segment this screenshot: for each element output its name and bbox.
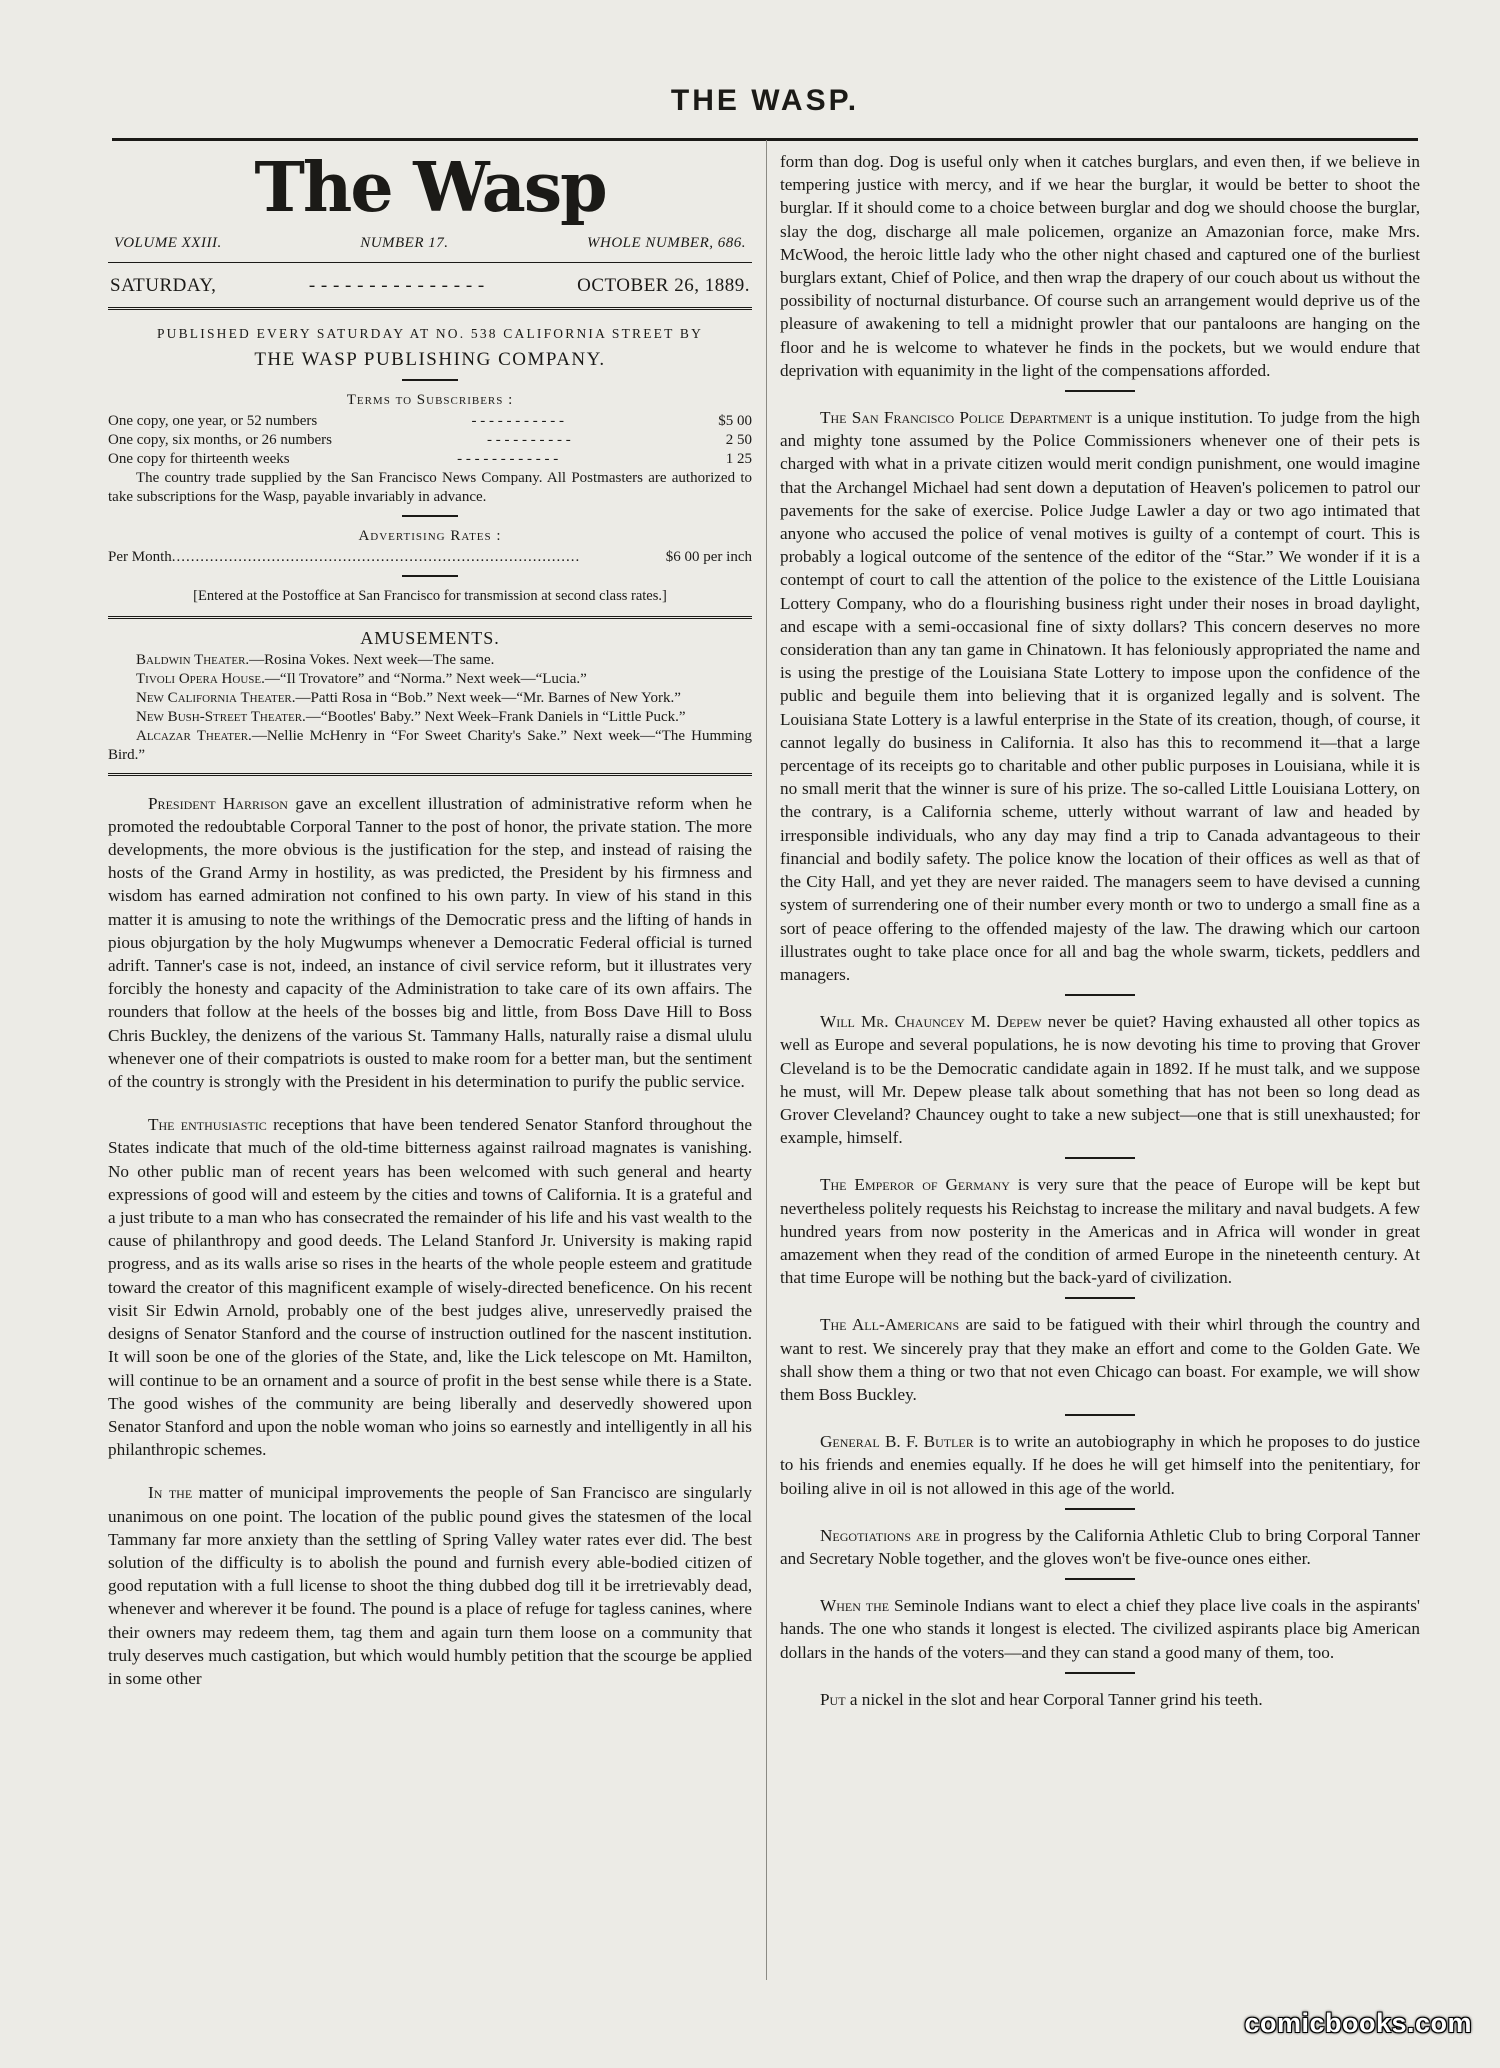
publication-line: PUBLISHED EVERY SATURDAY AT NO. 538 CALIFORNIA STREET BY (156, 326, 704, 342)
amusement-item (108, 651, 752, 670)
paragraph-lead: The Emperor of Germany (820, 1175, 1010, 1195)
section-rule (1065, 1578, 1135, 1580)
terms-row (108, 412, 752, 431)
amusement-item (108, 708, 752, 727)
date-row (108, 270, 752, 299)
rule (108, 616, 752, 619)
short-rule (402, 515, 458, 517)
section-rule (1065, 1157, 1135, 1159)
publisher-name: THE WASP PUBLISHING COMPANY. (254, 348, 606, 370)
date-dashes: - - - - - - - - - - - - - - - (308, 275, 485, 297)
paragraph-text: never be quiet? Having exhausted all other topics as well as Europe and several populations, he is now devoting his time to proving that Grover Cleveland is to be the Democratic candidate again in 1892. If he must talk, and we suppose he must, will Mr. Depew please talk about something that has not been so long dead as Grover Cleveland? Chauncey ought to take a new subject—one that is still unexhausted; for example, himself. (780, 1012, 1420, 1148)
advertising-heading: Advertising Rates : (358, 528, 502, 545)
paragraph-text: form than dog. Dog is useful only when it catches burglars, and even then, if we believe in tempering justice with mercy, and if we hear the burglar, it would be better to shoot the burglar. If it should come to a choice between burglar and dog we should choose the burglar, slay the dog, discharge all male policemen, organize an Amazonian force, make Mrs. McWood, the heroic little lady who the other night chased and captured one of the burliest burglars extant, Chief of Police, and then wrap the drapery of our couch about us without the possibility of nocturnal disturbance. Of course such an arrangement would deprive us of the pleasure of awakening to tell a midnight prowler that our pantaloons are hanging on the floor and he is welcome to whatever he finds in the pockets, but we would endure that deprivation with equanimity in the light of the compensations afforded. (780, 152, 1420, 380)
editorial-paragraph (780, 1173, 1420, 1289)
editorial-paragraph (780, 1524, 1420, 1570)
editorial-paragraph (108, 1113, 752, 1461)
page-header: THE WASP. (670, 84, 860, 117)
amusement-text: —Patti Rosa in “Bob.” Next week—“Mr. Barnes of New York.” (295, 689, 681, 706)
amusement-text: —“Il Trovatore” and “Norma.” Next week—“Lucia.” (264, 670, 587, 687)
section-rule (1065, 390, 1135, 392)
paragraph-text: are said to be fatigued with their whirl through the country and want to rest. We sincerely pray that they make an effort and come to the Golden Gate. We shall show them a thing or two that not even Chicago can boast. For example, we will show them Boss Buckley. (780, 1315, 1420, 1404)
theater-name: Alcazar Theater. (136, 727, 252, 744)
paragraph-text: is to write an autobiography in which he proposes to do justice to his friends and enemies equally. If he does he will get himself into the penitentiary, for boiling alive in oil is not allowed in this age of the world. (780, 1432, 1420, 1498)
right-column (780, 150, 1420, 1711)
amusements-title: AMUSEMENTS. (360, 628, 500, 649)
header-rule (112, 138, 1418, 141)
advertising-row (108, 548, 752, 567)
rule (108, 773, 752, 776)
section-rule (1065, 1414, 1135, 1416)
rule (108, 307, 752, 310)
editorial-paragraph (108, 792, 752, 1094)
editorial-paragraph (780, 1688, 1420, 1711)
advertising-label: Per Month (108, 549, 172, 566)
day: SATURDAY, (110, 275, 217, 297)
editorial-paragraph (780, 1594, 1420, 1664)
amusement-item (108, 670, 752, 689)
amusement-item (108, 727, 752, 765)
terms-dots: - - - - - - - - - - - - (457, 451, 559, 468)
short-rule (402, 379, 458, 381)
postoffice-notice: [Entered at the Postoffice at San Francisco for transmission at second class rates.] (193, 588, 667, 605)
paragraph-text: is a unique institution. To judge from the high and mighty tone assumed by the Police Commissioners whenever one of their pets is charged with what in a private citizen would merit condign punishment, one would imagine that the Archangel Michael had sent down a deputation of Heaven's policemen to patrol our pavements for the sake of exercise. Police Judge Lawler a day or two ago intimated that anyone who accused the police of venal motives is guilty of a contempt of court. This is probably a logical outcome of the sentence of the editor of the “Star.” We wonder if it is a contempt of court to call the attention of the police to the existence of the Little Louisiana Lottery Company, who do a flourishing business right under their noses in broad daylight, and escape with a semi-occasional fine of sixty dollars? This concern deserves no more consideration than any tan game in Chinatown. It has feloniously appropriated the name and is using the prestige of the Louisiana State Lottery to impose upon the confidence of the public and beguile them into believing that it is organized legally and is solvent. The Louisiana State Lottery is a lawful enterprise in the State of its creation, though, of course, it cannot legally do business in California. It also has this to recommend it—that a large percentage of its receipts go to charitable and other public purposes in Louisiana, while it is no small merit that the winner is sure of his prize. The so-called Little Louisiana Lottery, on the contrary, is a California scheme, utterly without warrant of law and headed by irresponsible individuals, who any day may find a trip to Canada advantageous to their financial and bodily safety. The police know the location of their offices as well as that of the City Hall, and yet they are never raided. The managers seem to have devised a cunning system of surrendering one of their number every month or two to undergo a small fine as a sort of peace offering to the offended majesty of the law. The drawing which our cartoon illustrates ought to take place once for all and bag the whole swarm, tickets, peddlers and managers. (780, 408, 1420, 984)
terms-label: One copy, six months, or 26 numbers (108, 432, 333, 449)
theater-name: Baldwin Theater. (136, 651, 250, 668)
terms-label: One copy for thirteenth weeks (108, 451, 290, 468)
masthead-title: The Wasp (254, 148, 606, 228)
advertising-price: $6 00 per inch (665, 549, 752, 566)
paragraph-lead: Will Mr. Chauncey M. Depew (820, 1012, 1042, 1032)
editorial-paragraph (108, 1481, 752, 1690)
editorial-paragraph (780, 150, 1420, 382)
paragraph-lead: The San Francisco Police Department (820, 408, 1093, 428)
terms-row (108, 431, 752, 450)
whole-number: WHOLE NUMBER, 686. (587, 235, 746, 251)
terms-heading: Terms to Subscribers : (346, 391, 514, 408)
theater-name: Tivoli Opera House. (136, 670, 265, 687)
column-divider (766, 140, 767, 1980)
terms-price: $5 00 (718, 413, 752, 430)
terms-price: 1 25 (725, 451, 752, 468)
amusement-text: —“Bootles' Baby.” Next Week–Frank Daniels in “Little Puck.” (305, 708, 686, 725)
terms-row (108, 450, 752, 469)
section-rule (1065, 994, 1135, 996)
short-rule (402, 575, 458, 577)
issue-number: NUMBER 17. (360, 235, 449, 251)
theater-name: New Bush-Street Theater. (136, 708, 306, 725)
theater-name: New California Theater. (136, 689, 296, 706)
editorial-paragraph (780, 1313, 1420, 1406)
section-rule (1065, 1508, 1135, 1510)
terms-dots: - - - - - - - - - - (487, 432, 571, 449)
volume-row (108, 232, 752, 255)
rule (108, 262, 752, 263)
paragraph-lead: The enthusiastic (148, 1115, 267, 1135)
paragraph-text: is very sure that the peace of Europe will be kept but nevertheless politely requests his Reichstag to increase the military and naval budgets. A few hundred years from now posterity in the Americas and in Africa will wonder in great amazement when they read of the condition of armed Europe in the nineteenth century. At that time Europe will be nothing but the back-yard of civilization. (780, 1175, 1420, 1288)
paragraph-lead: Negotiations are (820, 1525, 941, 1545)
editorial-paragraph (780, 406, 1420, 986)
paragraph-text: matter of municipal improvements the people of San Francisco are singularly unanimous on one point. The location of the public pound gives the statesmen of the local Tammany far more anxiety than the settling of Spring Valley water rates ever did. The best solution of the difficulty is to abolish the pound and furnish every able-bodied citizen of good reputation with a full license to shoot the thing dubbed dog till it be irretrievably dead, whenever and wherever it be found. The pound is a place of refuge for tagless canines, where their owners may redeem them, tag them and again turn them loose on a community that truly deserves much castigation, but which would humbly petition that the scourge be applied in some other (108, 1483, 752, 1688)
editorial-paragraph (780, 1010, 1420, 1149)
section-rule (1065, 1297, 1135, 1299)
paragraph-text: receptions that have been tendered Senator Stanford throughout the States indicate that much of the old-time bitterness against railroad magnates is vanishing. No other public man of recent years has been welcomed with such general and hearty expressions of good will and esteem by the cities and towns of California. It is a grateful and a just tribute to a man who has consecrated the remainder of his life and his vast wealth to the cause of philanthropy and good deeds. The Leland Stanford Jr. University is making rapid progress, and as its walls arise so rises in the hearts of the whole people esteem and gratitude toward the creator of this magnificent example of wisely-directed beneficence. On his recent visit Sir Edwin Arnold, probably one of the best judges alive, unreservedly praised the designs of Senator Stanford and the course of instruction outlined for the nascent institution. It will soon be one of the glories of the State, and, like the Lick telescope on Mt. Hamilton, will continue to be an ornament and a source of profit in the best sense while there is a State. The good wishes of the community are being liberally and deservedly showered upon Senator Stanford and upon the noble woman who joins so earnestly and intelligently in all his philanthropic schemes. (108, 1115, 752, 1460)
terms-label: One copy, one year, or 52 numbers (108, 413, 318, 430)
paragraph-text: Seminole Indians want to elect a chief they place live coals in the aspirants' hands. The one who stands it longest is elected. The civilized aspirants place big American dollars in the hands of the voters—and they can stand a good many of them, too. (780, 1596, 1420, 1662)
paragraph-lead: The All-Americans (820, 1315, 960, 1335)
paragraph-lead: General B. F. Butler (820, 1432, 974, 1452)
paragraph-lead: In the (148, 1483, 193, 1503)
issue-date: OCTOBER 26, 1889. (577, 275, 750, 297)
paragraph-lead: Put (820, 1689, 846, 1709)
paragraph-lead: When the (820, 1596, 890, 1616)
terms-dots: - - - - - - - - - - - (471, 413, 564, 430)
paragraph-text: gave an excellent illustration of administrative reform when he promoted the redoubtable Corporal Tanner to the post of honor, the private station. The more developments, the more obvious is the justification for the step, and instead of raising the hosts of the Grand Army in hostility, as was predicted, the President by his firmness and wisdom has earned admiration not confined to his own party. In view of his stand in this matter it is amusing to note the writhings of the Democratic press and the lifting of hands in pious objurgation by the holy Mugwumps whenever a Democratic Federal official is turned adrift. Tanner's case is not, indeed, an instance of civil service reform, but it illustrates very forcibly the honesty and capacity of the Administration to take care of its own affairs. The rounders that follow at the heels of the bosses big and little, from Boss Dave Hill to Boss Chris Buckley, the denizens of the various St. Tammany Halls, naturally raise a dismal ululu whenever one of their compatriots is ousted to make room for a better man, but the sentiment of the country is strongly with the President in his determination to purify the public service. (108, 793, 752, 1092)
amusement-item (108, 689, 752, 708)
terms-price: 2 50 (725, 432, 752, 449)
left-column (108, 150, 752, 1690)
paragraph-text: a nickel in the slot and hear Corporal Tanner grind his teeth. (845, 1689, 1263, 1709)
amusement-text: —Nellie McHenry in “For Sweet Charity's Sake.” Next week—“The Humming Bird.” (108, 727, 752, 763)
volume: VOLUME XXIII. (114, 235, 222, 251)
terms-note: The country trade supplied by the San Francisco News Company. All Postmasters are authorized to take subscriptions for the Wasp, payable invariably in advance. (108, 470, 752, 506)
paragraph-lead: President Harrison (148, 793, 288, 813)
editorial-paragraph (780, 1430, 1420, 1500)
advertising-dots: ...................................................................................... (171, 549, 581, 566)
source-watermark: comicbooks.com (1244, 2008, 1472, 2038)
paragraph-text: in progress by the California Athletic Club to bring Corporal Tanner and Secretary Noble together, and the gloves won't be five-ounce ones either. (780, 1525, 1420, 1568)
section-rule (1065, 1672, 1135, 1674)
amusement-text: —Rosina Vokes. Next week—The same. (249, 651, 495, 668)
